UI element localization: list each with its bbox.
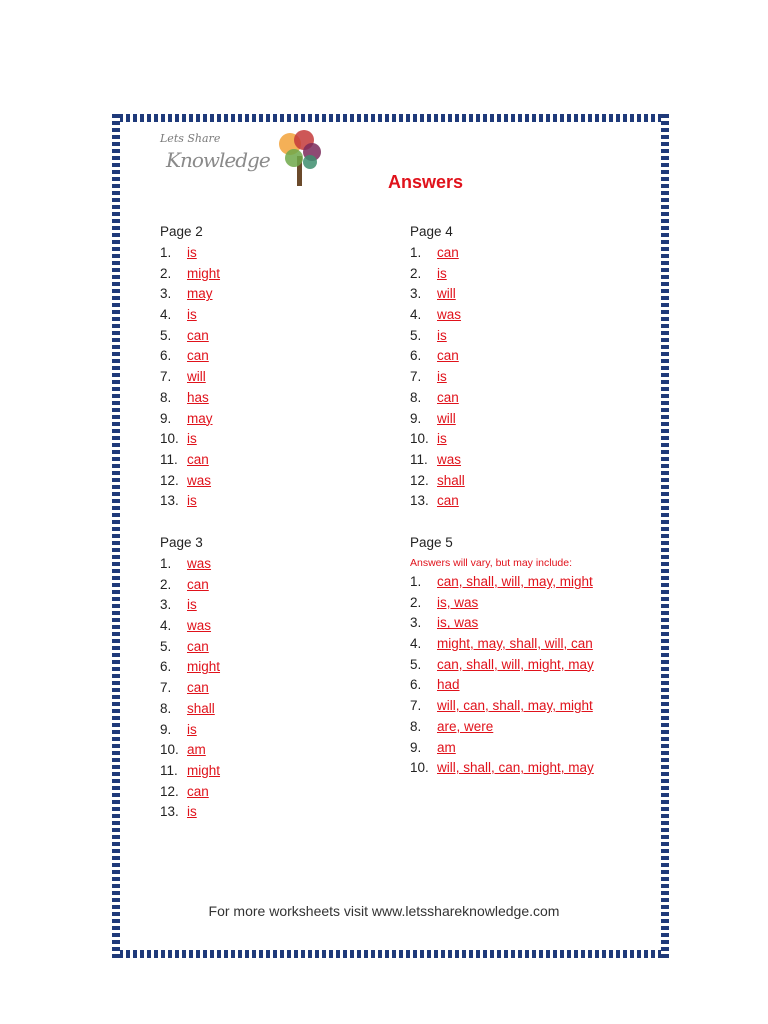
- answer-text: is, was: [437, 594, 479, 610]
- decorative-border-right: [661, 114, 669, 958]
- answer-number: 5.: [410, 327, 422, 343]
- answer-number: 3.: [160, 597, 172, 613]
- answer-text: is: [187, 431, 197, 447]
- answer-text: can: [437, 493, 459, 509]
- answer-number: 13.: [160, 493, 179, 509]
- answer-row: [160, 409, 220, 430]
- answer-row: [410, 738, 594, 759]
- answer-row: [160, 471, 220, 492]
- answer-row: [160, 554, 220, 575]
- answer-number: 7.: [410, 369, 422, 385]
- answer-text: was: [187, 556, 212, 571]
- answer-text: are, were: [437, 718, 494, 734]
- answer-text: can, shall, will, may, might: [437, 574, 593, 589]
- answer-number: 10.: [410, 431, 429, 447]
- answer-row: [160, 761, 220, 782]
- answer-number: 9.: [410, 410, 422, 426]
- answer-row: [160, 616, 220, 637]
- answer-number: 10.: [160, 431, 179, 447]
- answer-row: [160, 264, 220, 285]
- answers-page-3: [160, 533, 220, 823]
- answer-row: [410, 429, 465, 450]
- answer-number: 12.: [410, 472, 429, 488]
- answer-row: [410, 326, 465, 347]
- answer-number: 3.: [410, 286, 422, 302]
- answer-text: can, shall, will, might, may: [437, 656, 594, 672]
- answer-row: [160, 367, 220, 388]
- answer-number: 8.: [410, 389, 422, 405]
- answer-row: [160, 575, 220, 596]
- answer-row: [160, 740, 220, 761]
- answer-text: is: [187, 721, 197, 737]
- logo-line-1: Lets Share: [160, 132, 221, 145]
- answer-text: can: [187, 327, 209, 343]
- answer-text: might, may, shall, will, can: [437, 636, 593, 652]
- answer-row: [410, 675, 594, 696]
- answer-text: will: [187, 369, 206, 385]
- section-heading: Page 3: [160, 535, 203, 550]
- answer-row: [410, 284, 465, 305]
- answer-text: might: [187, 659, 221, 675]
- answer-row: [410, 634, 594, 655]
- answer-number: 10.: [160, 742, 179, 758]
- answer-text: was: [437, 451, 462, 467]
- answer-list: [410, 243, 465, 512]
- answer-row: [160, 802, 220, 823]
- answer-row: [160, 429, 220, 450]
- logo-line-2: Knowledge: [166, 148, 270, 172]
- answer-row: [160, 346, 220, 367]
- answers-page-5: [410, 533, 594, 779]
- answer-row: [410, 593, 594, 614]
- answer-number: 11.: [160, 451, 178, 467]
- answer-text: can: [437, 245, 459, 260]
- answer-text: will: [437, 410, 456, 426]
- answer-row: [160, 243, 220, 264]
- answer-text: may: [187, 410, 213, 426]
- answer-number: 4.: [410, 636, 422, 652]
- answer-text: is: [187, 493, 197, 509]
- answer-number: 13.: [410, 493, 429, 509]
- answer-row: [410, 388, 465, 409]
- answer-number: 6.: [410, 348, 422, 364]
- footer-text: For more worksheets visit www.letsshareknowledge.com: [208, 903, 560, 919]
- answer-text: shall: [187, 700, 215, 716]
- answer-number: 8.: [160, 389, 172, 405]
- answer-number: 6.: [160, 348, 172, 364]
- answer-list: [160, 554, 220, 823]
- answer-row: [410, 450, 465, 471]
- answer-row: [160, 678, 220, 699]
- answer-row: [160, 657, 220, 678]
- answer-text: is: [187, 597, 197, 613]
- answer-text: might: [187, 762, 221, 778]
- answer-text: shall: [437, 472, 465, 488]
- answer-number: 2.: [410, 265, 422, 281]
- answer-text: can: [187, 680, 209, 696]
- answer-number: 7.: [410, 698, 422, 714]
- answer-row: [160, 450, 220, 471]
- answer-row: [410, 346, 465, 367]
- answer-row: [410, 264, 465, 285]
- answer-text: might: [187, 265, 221, 281]
- answer-text: am: [187, 742, 206, 758]
- answer-row: [160, 637, 220, 658]
- answer-row: [160, 595, 220, 616]
- decorative-border-bottom: [112, 950, 669, 958]
- answer-text: can: [187, 451, 209, 467]
- decorative-border-top: [112, 114, 669, 122]
- answer-text: can: [187, 348, 209, 364]
- answer-row: [160, 720, 220, 741]
- section-heading: Page 4: [410, 224, 453, 239]
- answer-number: 11.: [410, 451, 428, 467]
- answer-number: 9.: [410, 739, 422, 755]
- answer-row: [410, 409, 465, 430]
- answer-row: [160, 388, 220, 409]
- answer-text: can: [437, 348, 459, 364]
- answer-number: 12.: [160, 783, 179, 799]
- answer-text: can: [437, 389, 459, 405]
- answer-text: was: [437, 307, 462, 323]
- answer-row: [410, 613, 594, 634]
- answer-text: will, shall, can, might, may: [437, 760, 594, 776]
- answer-number: 4.: [410, 307, 422, 323]
- answer-number: 8.: [410, 718, 422, 734]
- answer-number: 6.: [160, 659, 172, 675]
- answer-text: was: [187, 618, 212, 634]
- answer-number: 2.: [410, 594, 422, 610]
- answer-row: [410, 491, 465, 512]
- answer-number: 8.: [160, 700, 172, 716]
- answers-page-4: [410, 222, 465, 512]
- answer-row: [160, 699, 220, 720]
- answer-number: 1.: [410, 574, 422, 589]
- answer-text: is: [437, 369, 447, 385]
- answer-number: 10.: [410, 760, 429, 776]
- answer-row: [160, 305, 220, 326]
- answer-number: 4.: [160, 618, 172, 634]
- answer-number: 1.: [160, 245, 172, 260]
- answer-row: [410, 243, 465, 264]
- answer-number: 3.: [160, 286, 172, 302]
- answer-number: 5.: [160, 638, 172, 654]
- answer-text: is: [187, 804, 197, 820]
- section-heading: Page 2: [160, 224, 203, 239]
- answer-row: [410, 367, 465, 388]
- decorative-border-left: [112, 114, 120, 958]
- answer-number: 9.: [160, 410, 172, 426]
- answer-text: was: [187, 472, 212, 488]
- answer-row: [410, 471, 465, 492]
- answer-number: 5.: [160, 327, 172, 343]
- answer-number: 1.: [160, 556, 172, 571]
- answer-row: [410, 305, 465, 326]
- answer-number: 1.: [410, 245, 422, 260]
- answer-number: 7.: [160, 369, 172, 385]
- answer-number: 12.: [160, 472, 179, 488]
- answer-text: is: [187, 245, 197, 260]
- answer-text: will: [437, 286, 456, 302]
- answer-row: [410, 717, 594, 738]
- answer-list: [160, 243, 220, 512]
- answer-text: may: [187, 286, 213, 302]
- answers-page-2: [160, 222, 220, 512]
- lets-share-knowledge-logo: [160, 128, 330, 190]
- answer-text: is, was: [437, 615, 479, 631]
- answer-text: had: [437, 677, 460, 693]
- answer-text: is: [437, 431, 447, 447]
- answer-row: [410, 572, 594, 593]
- answer-row: [410, 696, 594, 717]
- answer-number: 13.: [160, 804, 179, 820]
- answer-text: can: [187, 783, 209, 799]
- answer-text: is: [437, 327, 447, 343]
- answers-note: Answers will vary, but may include:: [410, 557, 573, 569]
- answer-number: 6.: [410, 677, 422, 693]
- answer-number: 3.: [410, 615, 422, 631]
- answer-text: can: [187, 638, 209, 654]
- section-heading: Page 5: [410, 535, 453, 550]
- answer-row: [160, 491, 220, 512]
- answer-list: [410, 572, 594, 779]
- answer-row: [410, 655, 594, 676]
- answer-number: 4.: [160, 307, 172, 323]
- answer-text: can: [187, 576, 209, 592]
- answer-number: 5.: [410, 656, 422, 672]
- answer-number: 9.: [160, 721, 172, 737]
- answer-number: 2.: [160, 576, 172, 592]
- answer-row: [410, 758, 594, 779]
- answer-row: [160, 326, 220, 347]
- answer-text: am: [437, 739, 456, 755]
- page-title: Answers: [388, 172, 464, 192]
- answer-row: [160, 782, 220, 803]
- answer-text: is: [437, 265, 447, 281]
- answer-text: will, can, shall, may, might: [437, 698, 593, 714]
- answer-row: [160, 284, 220, 305]
- answer-number: 7.: [160, 680, 172, 696]
- answer-number: 2.: [160, 265, 172, 281]
- answer-number: 11.: [160, 762, 178, 778]
- answer-text: is: [187, 307, 197, 323]
- tree-icon: [270, 128, 330, 190]
- answer-text: has: [187, 389, 209, 405]
